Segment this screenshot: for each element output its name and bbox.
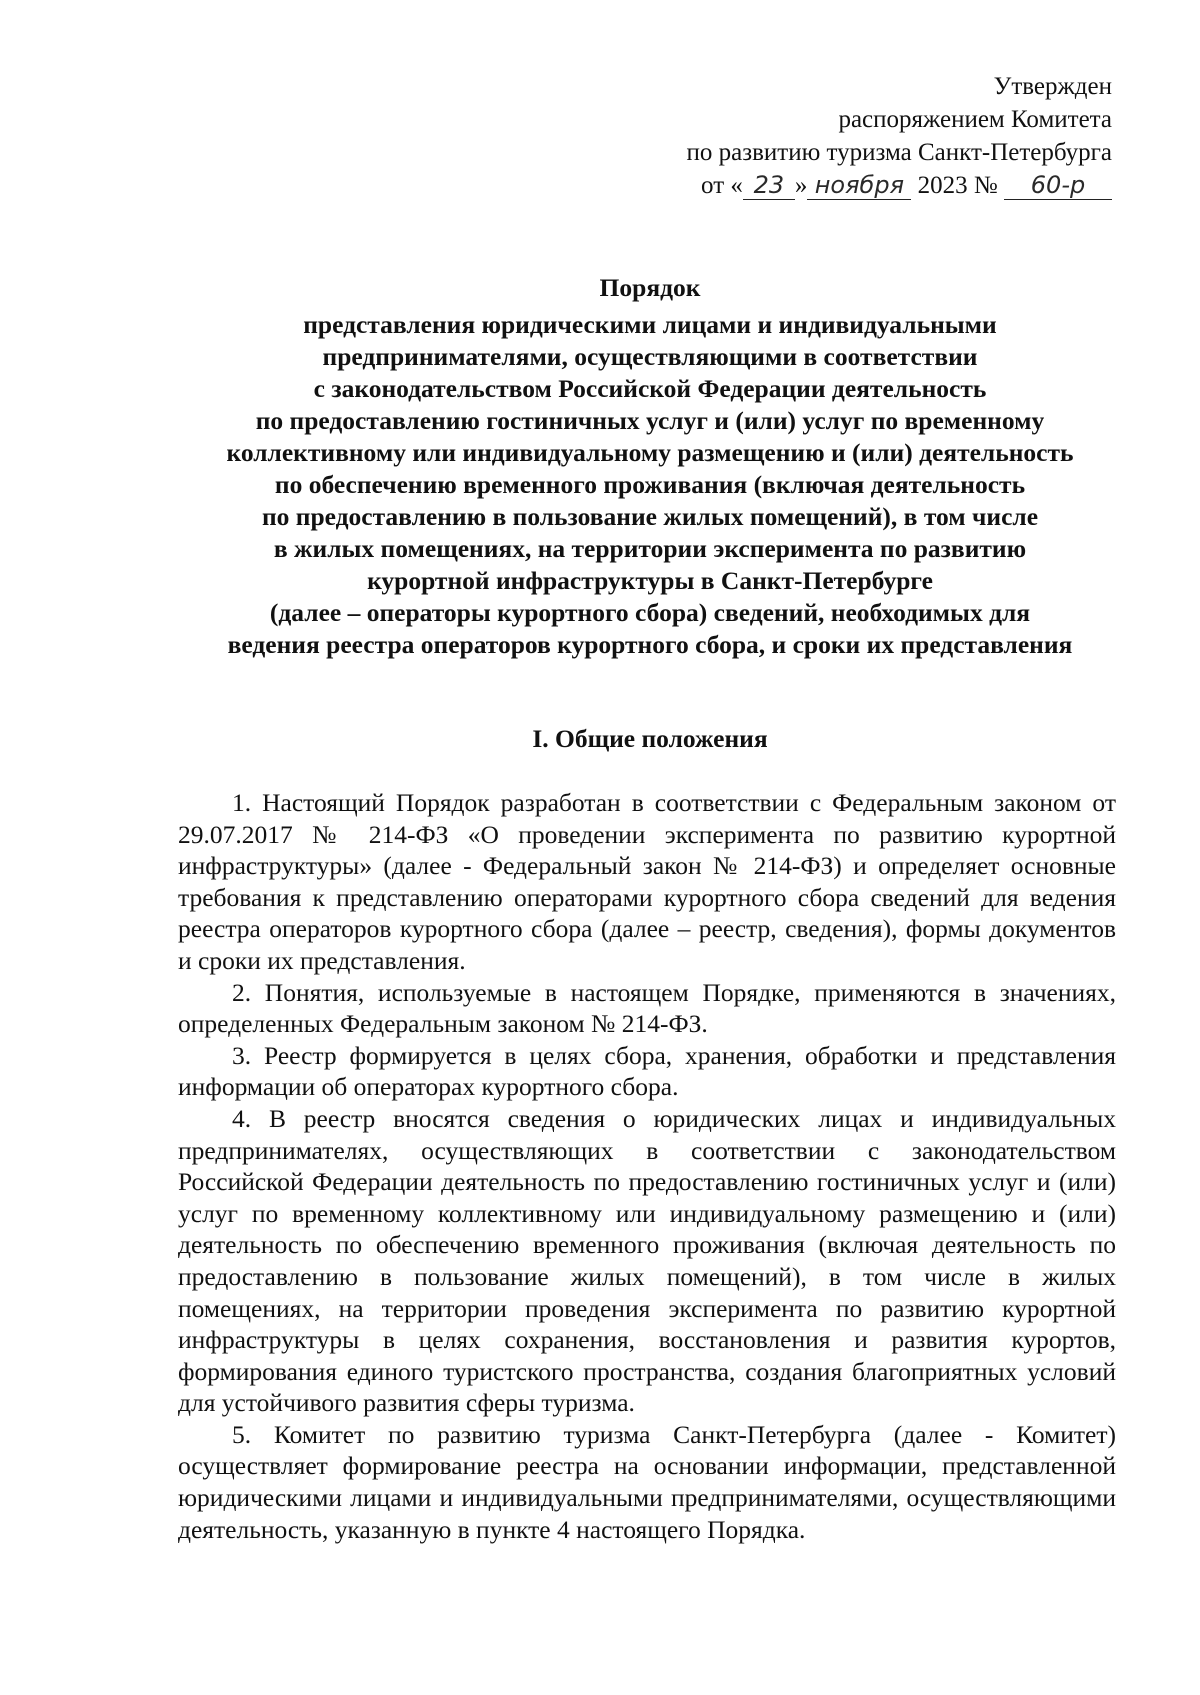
paragraph-4: 4. В реестр вносятся сведения о юридических лицах и индивидуальных предпринимателях, осуществляющих в соответствии с законодательством Российской Федерации деятельность по предоставлению гостиничных услуг и (или) услуг по временному коллективному или индивидуальному размещению и (или) деятельность по обеспечению временного проживания (включая деятельность по предоставлению в пользование жилых помещений), в том числе в жилых помещениях, на территории проведения эксперимента по развитию курортной инфраструктуры в целях сохранения, восстановления и развития курортов, формирования единого туристского пространства, создания благоприятных условий для устойчивого развития сферы туризма. [178, 1103, 1116, 1418]
date-quote-close: » [794, 172, 808, 199]
paragraph-5: 5. Комитет по развитию туризма Санкт-Петербурга (далее - Комитет) осуществляет формирование реестра на основании информации, представленной юридическими лицами и индивидуальными предпринимателями, осуществляющими деятельность, указанную в пункте 4 настоящего Порядка. [178, 1419, 1116, 1544]
document-title [160, 272, 1140, 661]
handwritten-month: ноября [807, 171, 911, 200]
handwritten-doc-number: 60-р [1004, 171, 1112, 200]
title-line: с законодательством Российской Федерации деятельность [313, 374, 987, 403]
approval-line-committee: по развитию туризма Санкт-Петербурга [686, 139, 1112, 166]
title-line: курортной инфраструктуры в Санкт-Петербурге [367, 566, 933, 595]
title-line: по предоставлению в пользование жилых помещений), в том числе [261, 502, 1039, 531]
approval-date-row [686, 169, 1112, 202]
title-line: по обеспечению временного проживания (включая деятельность [274, 470, 1026, 499]
paragraph-2: 2. Понятия, используемые в настоящем Порядке, применяются в значениях, определенных Федеральным законом № 214-ФЗ. [178, 977, 1116, 1039]
paragraph-3: 3. Реестр формируется в целях сбора, хранения, обработки и представления информации об операторах курортного сбора. [178, 1040, 1116, 1102]
title-line: представления юридическими лицами и индивидуальными [303, 310, 997, 339]
section-heading: I. Общие положения [532, 724, 768, 753]
title-line: (далее – операторы курортного сбора) сведений, необходимых для [269, 598, 1031, 627]
title-line: коллективному или индивидуальному размещению и (или) деятельность [226, 438, 1074, 467]
title-line: по предоставлению гостиничных услуг и (или) услуг по временному [255, 406, 1045, 435]
approval-line-approved: Утвержден [993, 73, 1112, 100]
paragraph-1: 1. Настоящий Порядок разработан в соответствии с Федеральным законом от 29.07.2017 № 214-ФЗ «О проведении эксперимента по развитию курортной инфраструктуры» (далее - Федеральный закон № 214-ФЗ) и определяет основные требования к представлению операторами курортного сбора сведений для ведения реестра операторов курортного сбора (далее – реестр, сведения), формы документов и сроки их представления. [178, 788, 1116, 975]
document-body [178, 787, 1116, 1545]
title-word: Порядок [599, 273, 701, 302]
handwritten-day: 23 [743, 171, 795, 200]
title-line: ведения реестра операторов курортного сбора, и сроки их представления [227, 630, 1073, 659]
approval-stamp-block [686, 70, 1112, 202]
date-year: 2023 № [917, 172, 998, 199]
title-line: в жилых помещениях, на территории эксперимента по развитию [273, 534, 1027, 563]
title-line: предпринимателями, осуществляющими в соответствии [322, 342, 978, 371]
date-prefix: от « [701, 172, 743, 199]
approval-line-order: распоряжением Комитета [838, 106, 1112, 133]
